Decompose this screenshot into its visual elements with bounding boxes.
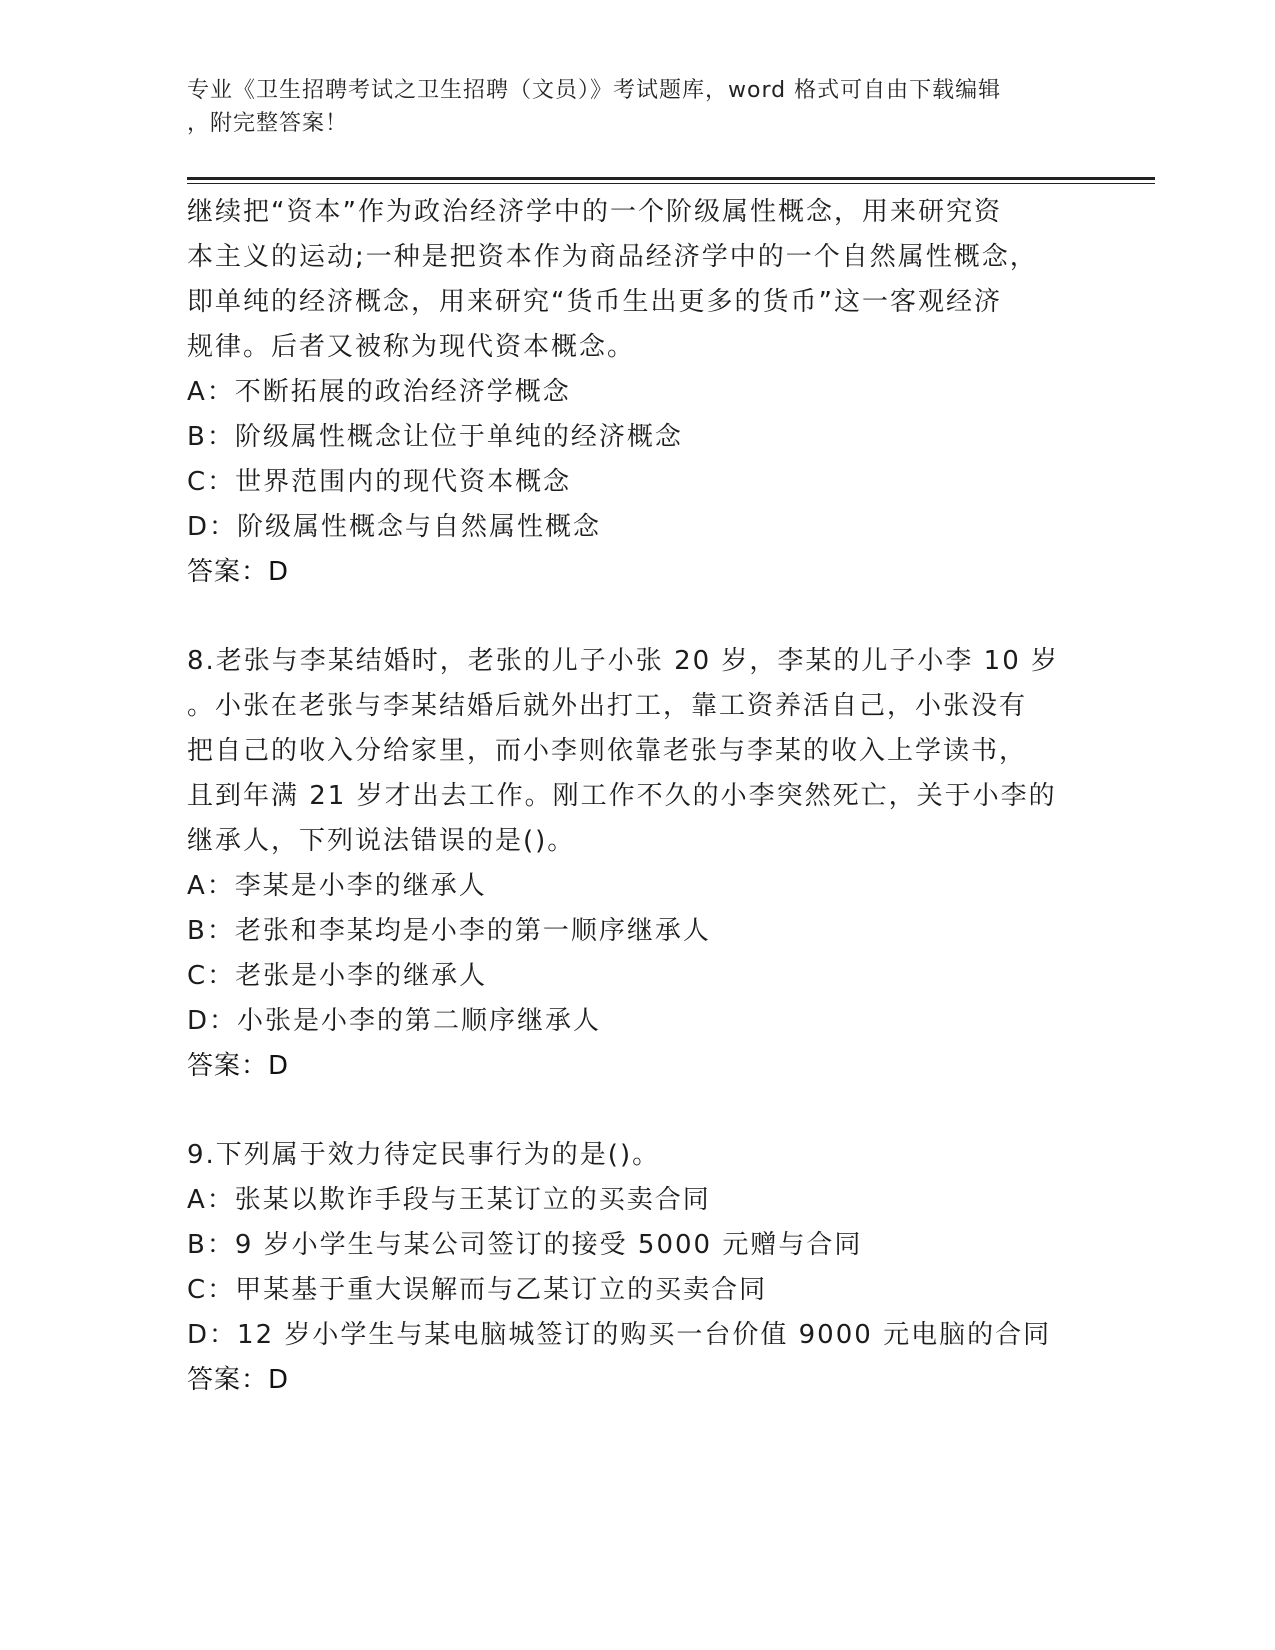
option-b: B：老张和李某均是小李的第一顺序继承人 (187, 916, 711, 946)
question-spacer (187, 595, 1087, 639)
option-c: C：甲某基于重大误解而与乙某订立的买卖合同 (187, 1275, 768, 1305)
question-stem-line: 即单纯的经济概念，用来研究“货币生出更多的货币”这一客观经济 (187, 287, 1002, 317)
option-d: D：小张是小李的第二顺序继承人 (187, 1006, 602, 1036)
question-stem-line: 本主义的运动;一种是把资本作为商品经济学中的一个自然属性概念， (187, 242, 1038, 272)
option-c: C：老张是小李的继承人 (187, 961, 488, 991)
question-stem-line: 把自己的收入分给家里，而小李则依靠老张与李某的收入上学读书， (187, 736, 1028, 766)
answer-label: 答案：D (187, 557, 290, 587)
question-9 (187, 1133, 1087, 1403)
option-a: A：李某是小李的继承人 (187, 871, 487, 901)
option-d: D：阶级属性概念与自然属性概念 (187, 512, 602, 542)
question-stem-line: 。小张在老张与李某结婚后就外出打工，靠工资养活自己，小张没有 (187, 691, 1028, 721)
header-line-1: 专业《卫生招聘考试之卫生招聘（文员）》考试题库，word 格式可自由下载编辑 (187, 78, 1002, 103)
question-stem-line: 8.老张与李某结婚时，老张的儿子小张 20 岁，李某的儿子小李 10 岁 (187, 646, 1060, 676)
question-stem-line: 且到年满 21 岁才出去工作。刚工作不久的小李突然死亡，关于小李的 (187, 781, 1057, 811)
option-a: A：张某以欺诈手段与王某订立的买卖合同 (187, 1185, 711, 1215)
question-stem-line: 9.下列属于效力待定民事行为的是()。 (187, 1140, 661, 1170)
document-header (187, 74, 1067, 140)
header-divider-thick (187, 177, 1155, 180)
question-stem-line: 继承人，下列说法错误的是()。 (187, 826, 576, 856)
option-d: D：12 岁小学生与某电脑城签订的购买一台价值 9000 元电脑的合同 (187, 1320, 1052, 1350)
option-a: A：不断拓展的政治经济学概念 (187, 377, 571, 407)
option-c: C：世界范围内的现代资本概念 (187, 467, 572, 497)
header-line-2: ，附完整答案！ (187, 111, 349, 136)
question-list (187, 190, 1087, 1403)
question-stem-line: 规律。后者又被称为现代资本概念。 (187, 332, 636, 362)
answer-label: 答案：D (187, 1051, 290, 1081)
question-7 (187, 190, 1087, 595)
answer-label: 答案：D (187, 1365, 290, 1395)
question-8 (187, 639, 1087, 1089)
option-b: B：阶级属性概念让位于单纯的经济概念 (187, 422, 683, 452)
question-stem-line: 继续把“资本”作为政治经济学中的一个阶级属性概念，用来研究资 (187, 197, 1002, 227)
question-spacer (187, 1089, 1087, 1133)
option-b: B：9 岁小学生与某公司签订的接受 5000 元赠与合同 (187, 1230, 863, 1260)
header-divider-thin (187, 183, 1155, 184)
